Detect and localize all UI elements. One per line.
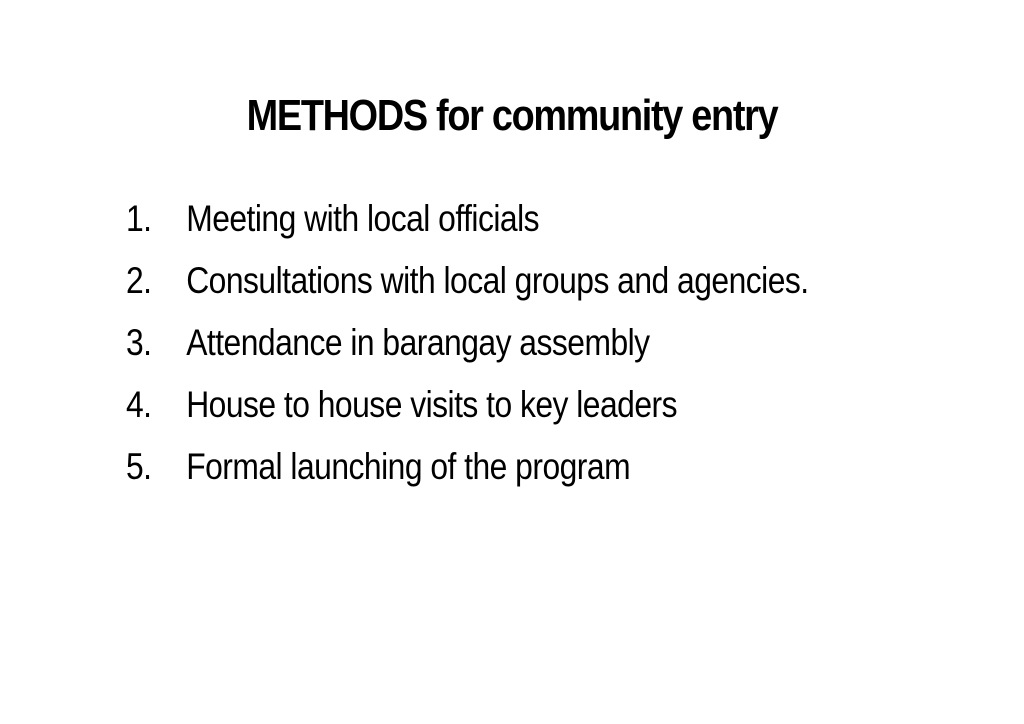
- list-item: [126, 436, 920, 498]
- list-item-text: Formal launching of the program: [186, 446, 631, 487]
- methods-list: [126, 188, 920, 498]
- list-item: [126, 312, 920, 374]
- list-item-number: 1.: [126, 198, 152, 239]
- list-item: [126, 250, 920, 312]
- list-item-text: Attendance in barangay assembly: [186, 322, 650, 363]
- list-item-number: 2.: [126, 260, 152, 301]
- list-item-number: 4.: [126, 384, 152, 425]
- list-item-text: Consultations with local groups and agencies.: [186, 260, 809, 301]
- list-item: [126, 188, 920, 250]
- list-item-number: 3.: [126, 322, 152, 363]
- list-item-number: 5.: [126, 446, 152, 487]
- list-item: [126, 374, 920, 436]
- slide-title: METHODS for community entry: [246, 91, 778, 140]
- list-item-text: House to house visits to key leaders: [186, 384, 678, 425]
- list-item-text: Meeting with local officials: [186, 198, 540, 239]
